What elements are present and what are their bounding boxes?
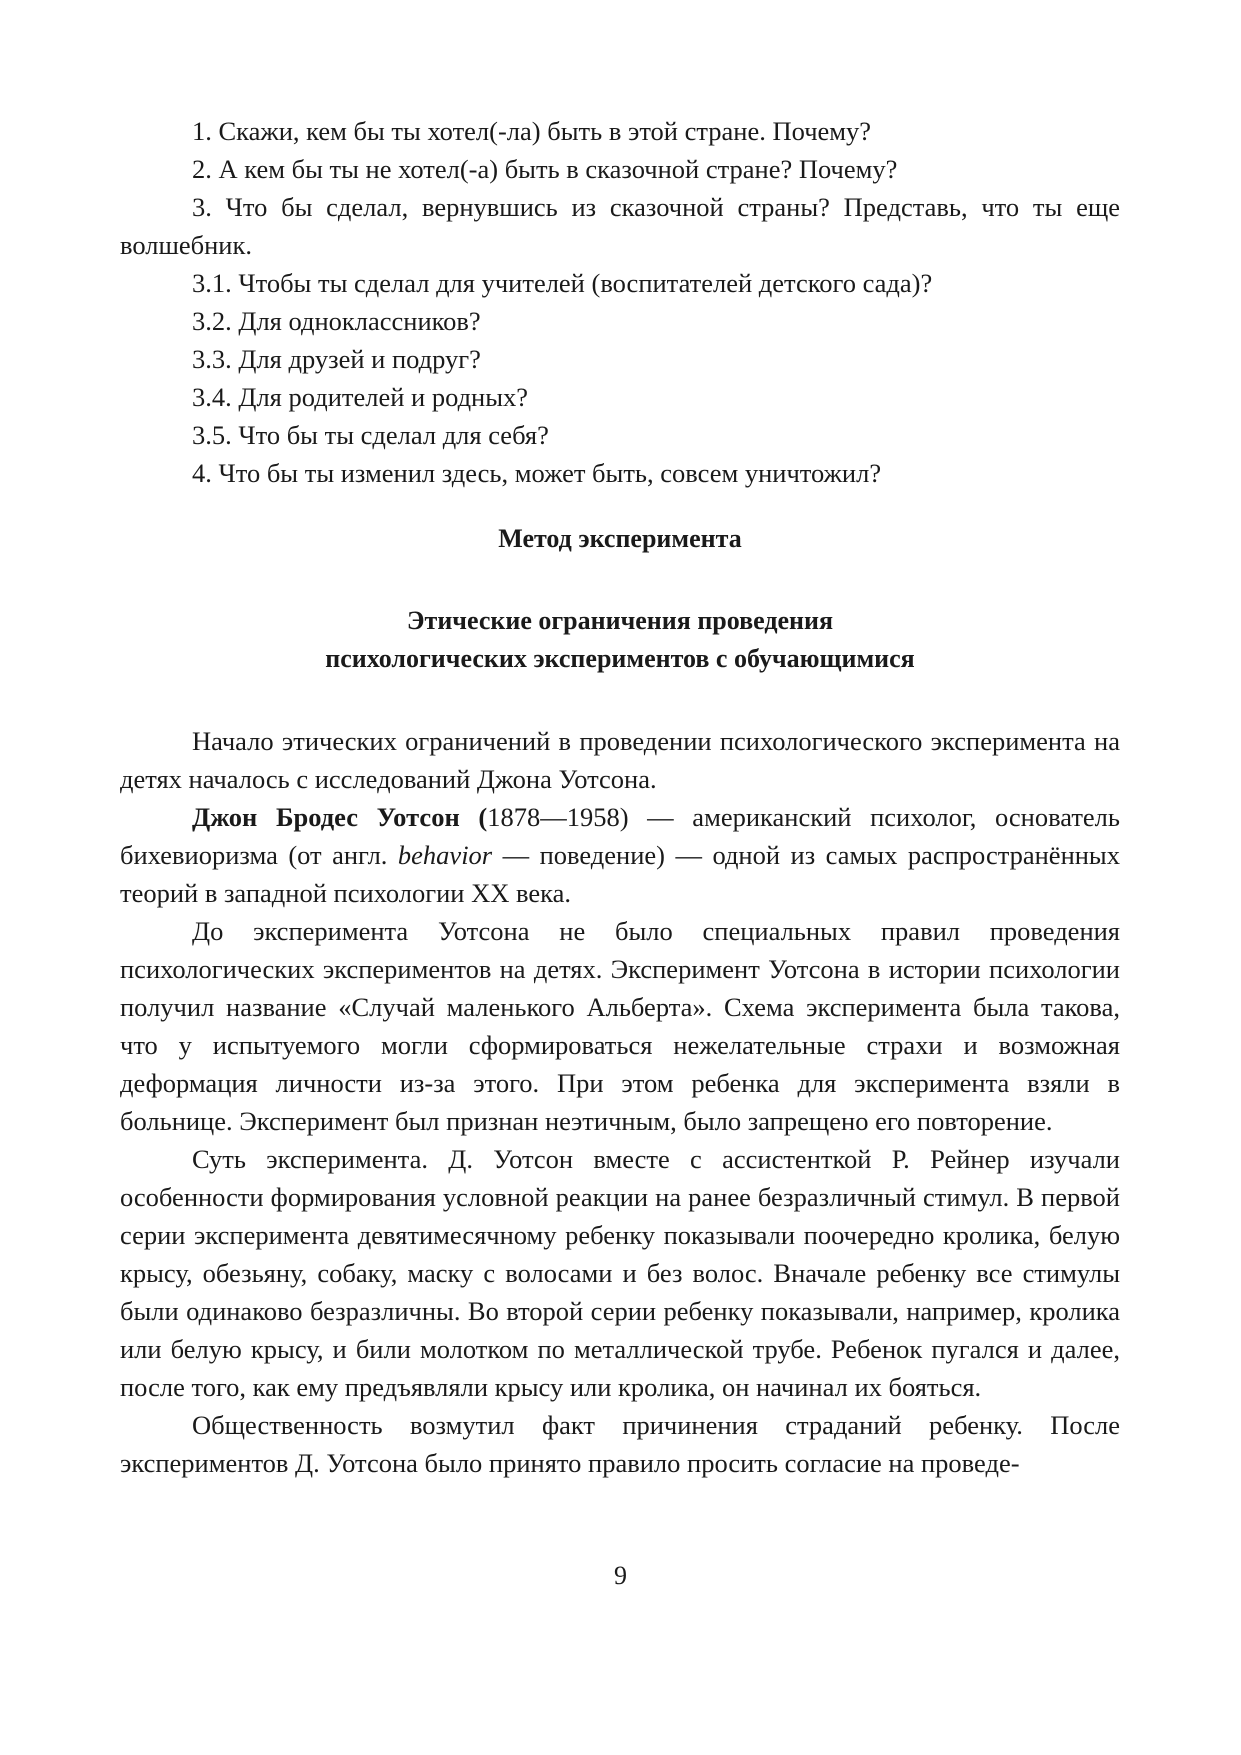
- page-content: [120, 112, 1120, 1482]
- subsection-title-line-1: Этические ограничения проведения: [406, 606, 834, 635]
- section-heading-block: [120, 520, 1120, 558]
- paragraph-3: До эксперимента Уотсона не было специальных правил проведения психологических экспериментов на детях. Эксперимент Уотсона в истории психологии получил название «Случай маленького Альберта». Схема эксперимента была такова, что у испытуемого могли сформироваться нежелательные страхи и возможная деформация личности из-за этого. При этом ребенка для эксперимента взяли в больнице. Эксперимент был признан неэтичным, было запрещено его повторение.: [120, 916, 1120, 1136]
- question-3: 3. Что бы сделал, вернувшись из сказочной страны? Представь, что ты еще волшебник.: [120, 192, 1120, 260]
- question-3-5: 3.5. Что бы ты сделал для себя?: [192, 420, 549, 450]
- question-3-2: 3.2. Для одноклассников?: [192, 306, 481, 336]
- question-3-3: 3.3. Для друзей и подруг?: [192, 344, 481, 374]
- behavior-term: behavior: [397, 840, 493, 870]
- paragraph-1: Начало этических ограничений в проведении психологического эксперимента на детях началось с исследований Джона Уотсона.: [120, 726, 1120, 794]
- subsection-heading-block: [120, 602, 1120, 678]
- subsection-title-line-2: психологических экспериментов с обучающимися: [325, 644, 915, 673]
- paragraph-2: [120, 798, 1120, 912]
- watson-name: Джон Бродес Уотсон (: [192, 802, 488, 832]
- paragraph-2-text-a: 1878—1958) — американский психолог, основатель бихевиоризма (от англ.: [120, 802, 1120, 870]
- page-number: 9: [614, 1561, 627, 1590]
- question-4: 4. Что бы ты изменил здесь, может быть, совсем уничтожил?: [192, 458, 882, 488]
- paragraph-5: Общественность возмутил факт причинения страданий ребенку. После экспериментов Д. Уотсона было принято правило просить согласие на проведе-: [120, 1410, 1120, 1478]
- paragraph-2-text-b: — поведение) — одной из самых распространённых теорий в западной психологии XX века.: [120, 840, 1120, 908]
- question-3-4: 3.4. Для родителей и родных?: [192, 382, 529, 412]
- question-3-1: 3.1. Чтобы ты сделал для учителей (воспитателей детского сада)?: [192, 268, 933, 298]
- question-2: 2. А кем бы ты не хотел(-а) быть в сказочной стране? Почему?: [192, 154, 898, 184]
- section-title: Метод эксперимента: [498, 524, 742, 553]
- question-1: 1. Скажи, кем бы ты хотел(-ла) быть в этой стране. Почему?: [192, 116, 872, 146]
- paragraph-4: Суть эксперимента. Д. Уотсон вместе с ассистенткой Р. Рейнер изучали особенности формирования условной реакции на ранее безразличный стимул. В первой серии эксперимента девятимесячному ребенку показывали поочередно кролика, белую крысу, обезьяну, собаку, маску с волосами и без волос. Вначале ребенку все стимулы были одинаково безразличны. Во второй серии ребенку показывали, например, кролика или белую крысу, и били молотком по металлической трубе. Ребенок пугался и далее, после того, как ему предъявляли крысу или кролика, он начинал их бояться.: [120, 1144, 1120, 1402]
